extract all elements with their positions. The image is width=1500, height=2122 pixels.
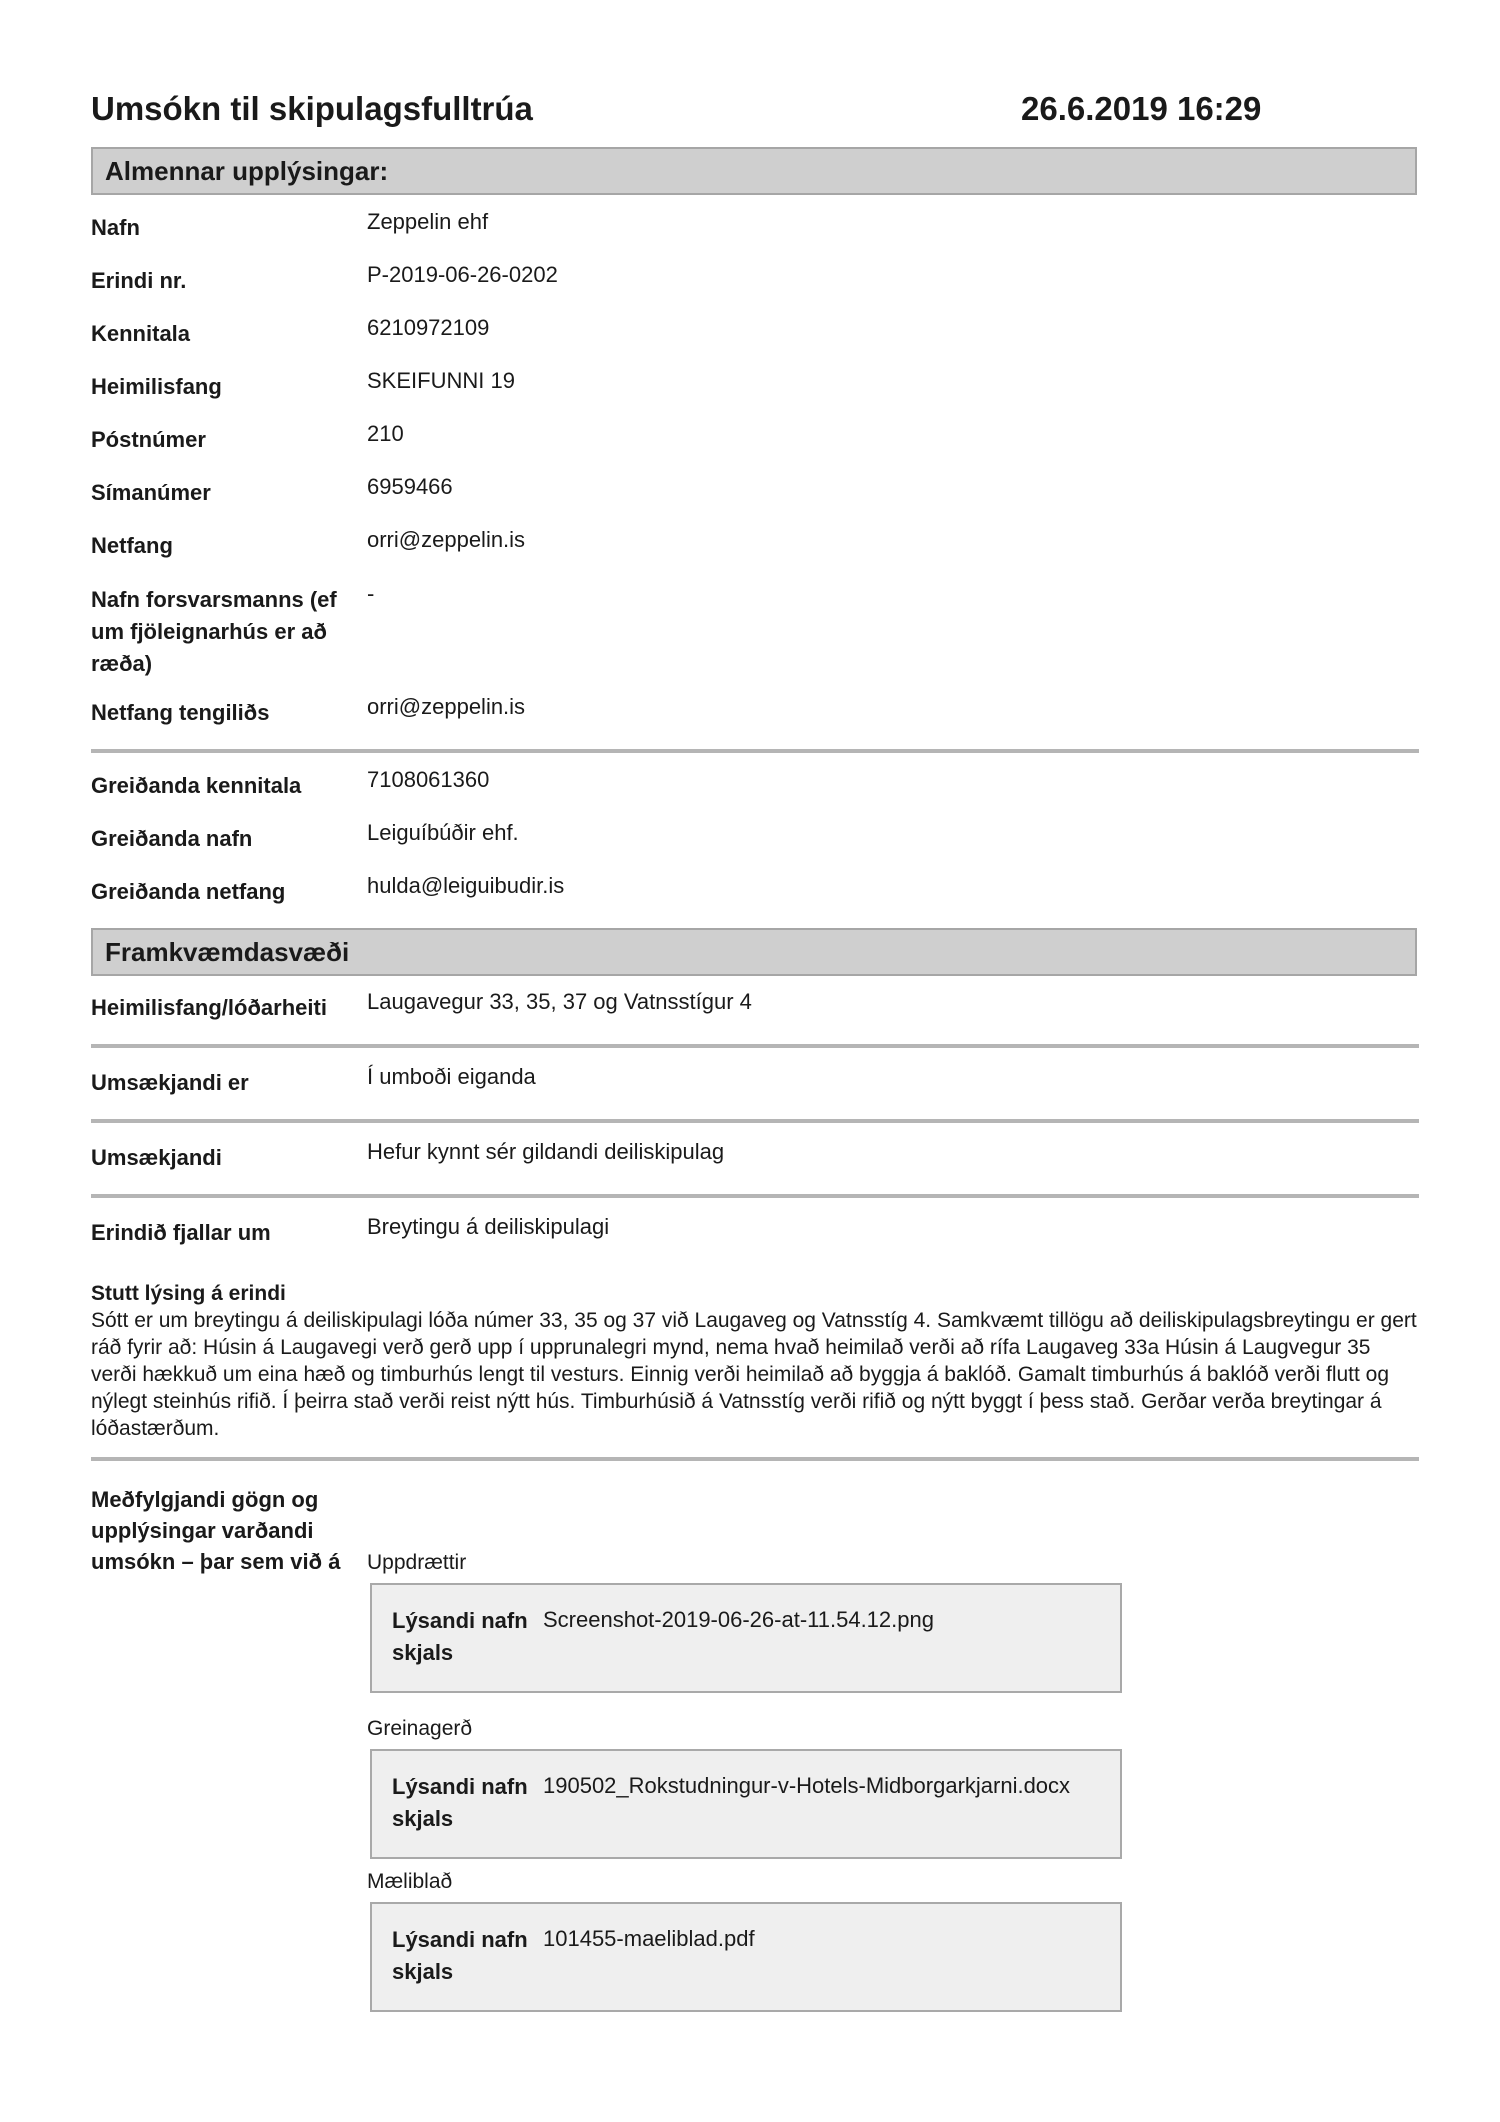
attachment-file-box[interactable]: [370, 1749, 1122, 1859]
field-label: Erindið fjallar um: [91, 1220, 271, 1245]
file-name[interactable]: 190502_Rokstudningur-v-Hotels-Midborgarkjarni.docx: [543, 1773, 1071, 1798]
attachment-file-box[interactable]: [370, 1583, 1122, 1693]
divider: [91, 749, 1419, 753]
file-label: Lýsandi nafn skjals: [392, 1774, 528, 1831]
field-value: Laugavegur 33, 35, 37 og Vatnsstígur 4: [367, 989, 752, 1014]
field-value: orri@zeppelin.is: [367, 527, 526, 552]
field-value: 6959466: [367, 474, 453, 499]
field-label: Greiðanda nafn: [91, 826, 253, 851]
field-label: Umsækjandi er: [91, 1070, 249, 1095]
file-label: Lýsandi nafn skjals: [392, 1608, 528, 1665]
description-title: Stutt lýsing á erindi: [91, 1282, 286, 1305]
field-label: Heimilisfang/lóðarheiti: [91, 995, 327, 1020]
field-label: Netfang tengiliðs: [91, 700, 270, 725]
attachment-group-title: Uppdrættir: [367, 1551, 467, 1574]
field-value: SKEIFUNNI 19: [367, 368, 515, 393]
field-value: 7108061360: [367, 767, 490, 792]
divider: [91, 1457, 1419, 1461]
document-title: Umsókn til skipulagsfulltrúa: [91, 90, 533, 127]
description-block: [91, 1280, 1419, 1442]
field-value: 6210972109: [367, 315, 490, 340]
file-label: Lýsandi nafn skjals: [392, 1927, 528, 1984]
attachments-label: Meðfylgjandi gögn og upplýsingar varðandi umsókn – þar sem við á: [91, 1487, 341, 1574]
field-label: Nafn forsvarsmanns (ef um fjöleignarhús er að ræða): [91, 587, 337, 676]
attachment-group-title: Greinagerð: [367, 1717, 473, 1740]
field-label: Nafn: [91, 215, 140, 240]
field-label: Erindi nr.: [91, 268, 187, 293]
file-name[interactable]: 101455-maeliblad.pdf: [543, 1926, 755, 1951]
field-label: Póstnúmer: [91, 427, 206, 452]
divider: [91, 1119, 1419, 1123]
field-label: Netfang: [91, 533, 173, 558]
file-name[interactable]: Screenshot-2019-06-26-at-11.54.12.png: [543, 1607, 934, 1632]
attachment-file-box[interactable]: [370, 1902, 1122, 2012]
field-value: Leiguíbúðir ehf.: [367, 820, 519, 845]
field-value: 210: [367, 421, 404, 446]
field-value: hulda@leiguibudir.is: [367, 873, 565, 898]
field-label: Símanúmer: [91, 480, 211, 505]
field-label: Umsækjandi: [91, 1145, 222, 1170]
field-value: Hefur kynnt sér gildandi deiliskipulag: [367, 1139, 725, 1164]
document-header: [91, 90, 1419, 140]
field-value: Zeppelin ehf: [367, 209, 489, 234]
field-value: Breytingu á deiliskipulagi: [367, 1214, 610, 1239]
field-label: Greiðanda netfang: [91, 879, 286, 904]
document-datetime: 26.6.2019 16:29: [1021, 90, 1262, 127]
divider: [91, 1044, 1419, 1048]
field-label: Greiðanda kennitala: [91, 773, 302, 798]
field-value: -: [367, 581, 375, 606]
divider: [91, 1194, 1419, 1198]
section-header-general: Almennar upplýsingar:: [91, 147, 1417, 195]
section-header-project: Framkvæmdasvæði: [91, 928, 1417, 976]
field-value: P-2019-06-26-0202: [367, 262, 558, 287]
attachment-group-title: Mæliblað: [367, 1870, 453, 1893]
field-label: Kennitala: [91, 321, 191, 346]
field-label: Heimilisfang: [91, 374, 222, 399]
field-value: Í umboði eiganda: [367, 1064, 536, 1089]
field-value: orri@zeppelin.is: [367, 694, 526, 719]
description-text: Sótt er um breytingu á deiliskipulagi lóða númer 33, 35 og 37 við Laugaveg og Vatnsstíg 4. Samkvæmt tillögu að deiliskipulagsbreytingu er gert ráð fyrir að: Húsin á Laugavegi verð gerð upp í upprunalegri mynd, nema hvað heimilað verði að rífa Laugaveg 33a Húsin á Laugvegur 35 verði hækkuð um eina hæð og timburhús lengt til vesturs. Einnig verði heimilað að byggja á baklóð. Gamalt timburhús á baklóð verði flutt og nýlegt steinhús rifið. Í þeirra stað verði reist nýtt hús. Timburhúsið á Vatnsstíg verði rifið og nýtt byggt í þess stað. Gerðar verða breytingar á lóðastærðum.: [91, 1309, 1417, 1440]
